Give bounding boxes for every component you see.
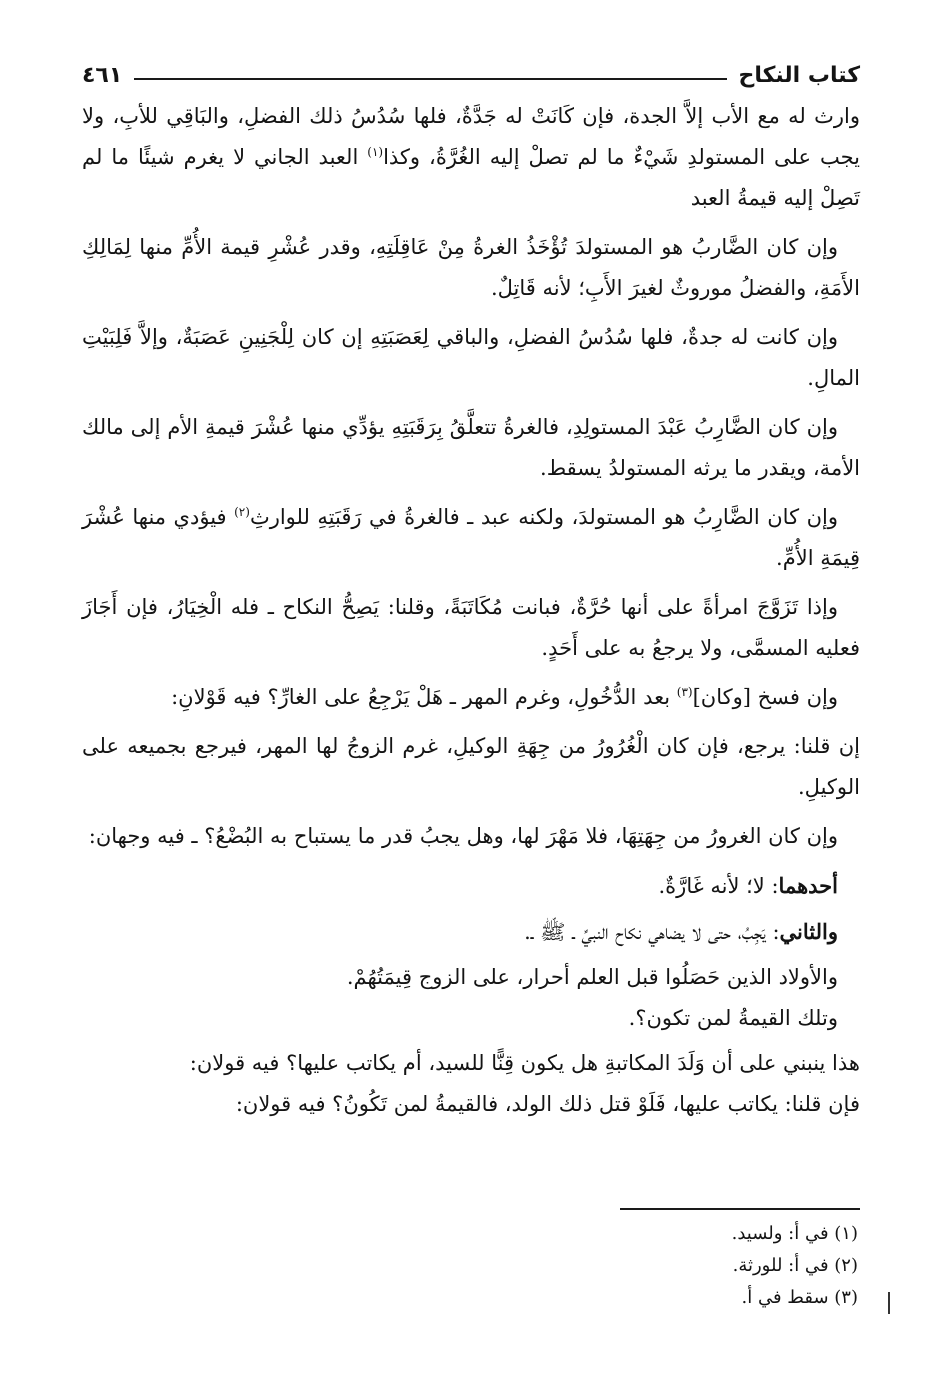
paragraph-7: وإن فسخ [وكان]$^{(٣)}$ بعد الدُّخُولِ، وغرم المهر ـ هَلْ يَرْجِعُ على الغارِّ؟ فيه قَوْلانِ: — [171, 685, 838, 709]
lead-term: أحدهما — [778, 873, 838, 898]
page-number: ٤٦١ — [82, 62, 123, 88]
footnote-1: (١) في أ: ولسيد. — [731, 1223, 858, 1244]
footnote-3: (٣) سقط في أ. — [741, 1287, 858, 1308]
paragraph-1: وارث له مع الأب إلاَّ الجدة، فإن كَانَتْ له جَدَّةٌ، فلها سُدُسُ ذلك الفضلِ، والبَاقِي للأبِ، ولا يجب على المستولدِ شَيْءٌ ما لم تصلْ إليه الغُرَّةُ، وكذا$^{(١)}$ العبد الجاني لا يغرم شيئًا ما لم تَصِلْ إليه قيمةُ العبد — [82, 104, 860, 210]
paragraph-6: وإذا تَزَوَّجَ امرأةً على أنها حُرَّةٌ، فبانت مُكَاتَبَةً، وقلنا: يَصِحُّ النكاح ـ فله الْخِيَارُ، فإن أَجَازَ فعليه المسمَّى، ولا يرجعُ به على أَحَدٍ. — [82, 595, 860, 660]
footnote-2: (٢) في أ: للورثة. — [732, 1255, 858, 1276]
paragraph-13: وتلك القيمةُ لمن تكون؟. — [628, 1006, 838, 1030]
paragraph-12: والأولاد الذين حَصَلُوا قبل العلم أحرار، على الزوج قِيمَتُهُمْ. — [346, 965, 838, 989]
paragraph-5: وإن كان الضَّارِبُ هو المستولدَ، ولكنه عبد ـ فالغرةُ في رَقَبَتِهِ للوارثِ$^{(٢)}$ فيؤدي منها عُشْرَ قِيمَةِ الأُمِّ. — [82, 505, 860, 570]
footnote-ref-3: (٣) — [676, 685, 693, 699]
paragraph-2: وإن كان الضَّاربُ هو المستولدَ تُؤْخَذُ الغرةُ مِنْ عَاقِلَتِهِ، وقدر عُشْرِ قيمة الأُمِّ منها لِمَالِكِ الأَمَةِ، والفضلُ موروثٌ لغيرَ الأَبِ؛ لأنه قَاتِلٌ. — [82, 235, 860, 300]
paragraph-9: وإن كان الغرورُ من جِهَتِهَا، فلا مَهْرَ لها، وهل يجبُ قدر ما يستباح به البُضْعُ؟ ـ فيه وجهان: — [88, 824, 838, 848]
lead-term: والثاني — [779, 919, 838, 944]
paragraph-10: أحدهما: لا؛ لأنه غَارَّةٌ. — [658, 873, 838, 898]
paragraph-15: فإن قلنا: يكاتب عليها، فَلَوْ قتل ذلك الولد، فالقيمةُ لمن تَكُونُ؟ فيه قولان: — [235, 1092, 860, 1116]
footnote-ref-2: (٢) — [234, 505, 250, 519]
margin-mark — [888, 1292, 890, 1314]
footnote-rule — [620, 1208, 860, 1210]
footnote-ref-1: (١) — [367, 145, 384, 159]
header-rule — [134, 78, 726, 80]
paragraph-11: والثاني: يَجِبُ، حتى لا يضاهي نكاح النبيِّ ـ ﷺ ـ. — [524, 919, 838, 944]
paragraph-4: وإن كان الضَّارِبُ عَبْدَ المستولِدِ، فالغرةُ تتعلَّقُ بِرَقَبَتِهِ يؤدِّي منها عُشْرَ قيمةِ الأم إلى مالك الأمة، ويقدر ما يرثه المستولدُ يسقط. — [82, 415, 860, 480]
paragraph-3: وإن كانت له جدةٌ، فلها سُدُسُ الفضلِ، والباقي لِعَصَبَتِهِ إن كان لِلْجَنِينِ عَصَبَةٌ، وإلاَّ فَلِبَيْتِ المالِ. — [82, 325, 860, 390]
running-header — [82, 58, 860, 92]
footnotes — [82, 1218, 858, 1314]
book-title: كتاب النكاح — [738, 62, 860, 88]
main-text — [82, 96, 860, 1133]
paragraph-14: هذا ينبني على أن وَلَدَ المكاتبةِ هل يكون قِنًّا للسيد، أم يكاتب عليها؟ فيه قولان: — [189, 1051, 860, 1075]
paragraph-8: إن قلنا: يرجع، فإن كان الْغُرُورُ من جِهَةِ الوكيلِ، غرم الزوجُ لها المهر، فيرجع بجميعه على الوكيلِ. — [82, 734, 860, 799]
